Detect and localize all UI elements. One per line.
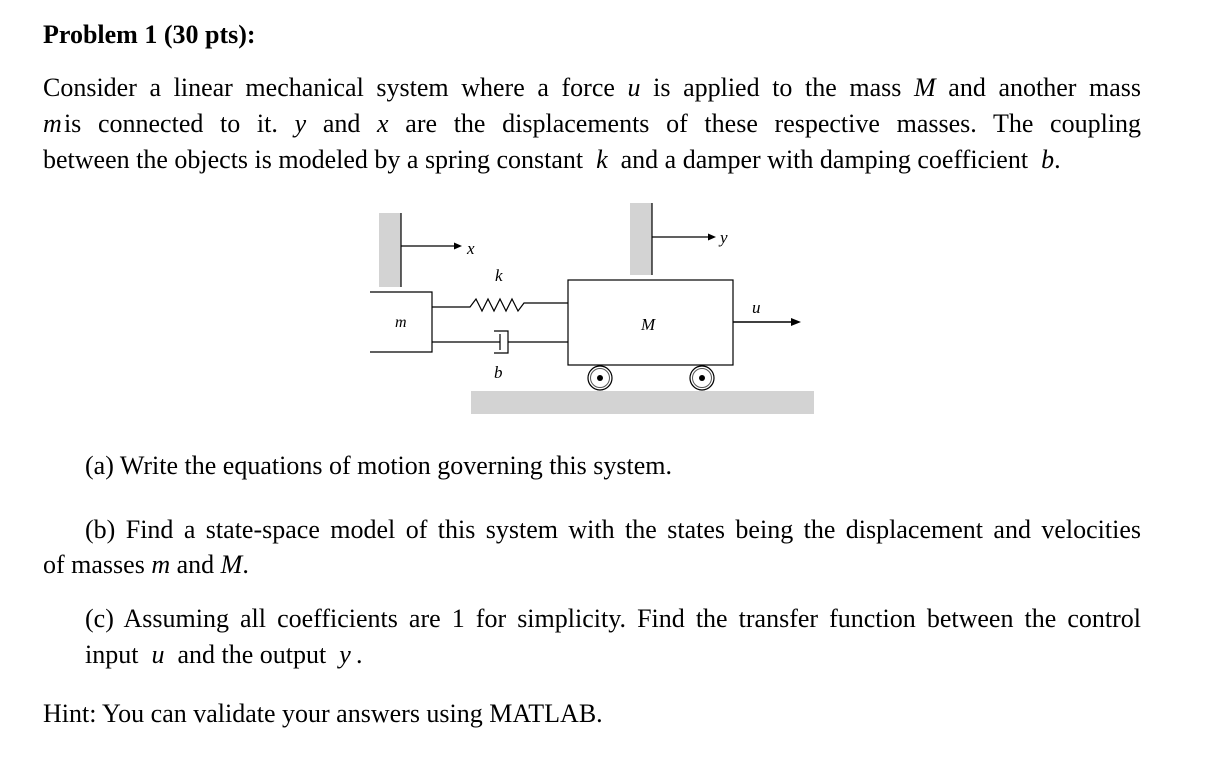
var-y: y xyxy=(294,109,307,138)
label-y: y xyxy=(720,228,728,247)
part-c-line-1: (c) Assuming all coefficients are 1 for simplicity. Find the transfer function between the control xyxy=(85,604,1141,633)
var-x: x xyxy=(377,109,389,138)
var-b: b xyxy=(1041,145,1055,174)
wheel-left xyxy=(588,366,612,390)
label-u: u xyxy=(752,298,761,317)
hint-text: Hint: You can validate your answers using MATLAB. xyxy=(43,699,603,728)
problem-title: Problem 1 (30 pts): xyxy=(43,20,256,49)
part-a: (a) Write the equations of motion governing this system. xyxy=(85,451,672,480)
y-arrowhead xyxy=(708,234,716,241)
ground xyxy=(471,391,814,414)
wall-m xyxy=(379,213,401,287)
force-arrowhead xyxy=(791,318,801,326)
intro-line-1: Consider a linear mechanical system where a force u is applied to the mass M and another mass xyxy=(43,73,1142,102)
intro-line-3: between the objects is modeled by a spring constant k and a damper with damping coefficient b. xyxy=(43,145,1061,174)
part-b-line-2: of masses m and M. xyxy=(43,550,249,579)
label-M: M xyxy=(641,315,656,334)
var-u: u xyxy=(627,73,641,102)
intro-line-2: m is connected to it. y and x are the displacements of these respective masses. The coupling xyxy=(43,109,1142,138)
wall-M xyxy=(630,203,652,275)
spring xyxy=(432,299,568,311)
label-k: k xyxy=(495,266,503,285)
var-k: k xyxy=(596,145,608,174)
label-b: b xyxy=(494,363,503,382)
x-arrowhead xyxy=(454,243,462,250)
part-c-line-2: input u and the output y . xyxy=(85,640,363,669)
var-m: m xyxy=(43,109,62,138)
var-M: M xyxy=(914,73,936,102)
wheel-right xyxy=(690,366,714,390)
label-x: x xyxy=(467,239,475,258)
part-b-line-1: (b) Find a state-space model of this system with the states being the displacement and velocities xyxy=(85,515,1141,544)
label-m: m xyxy=(395,314,407,331)
